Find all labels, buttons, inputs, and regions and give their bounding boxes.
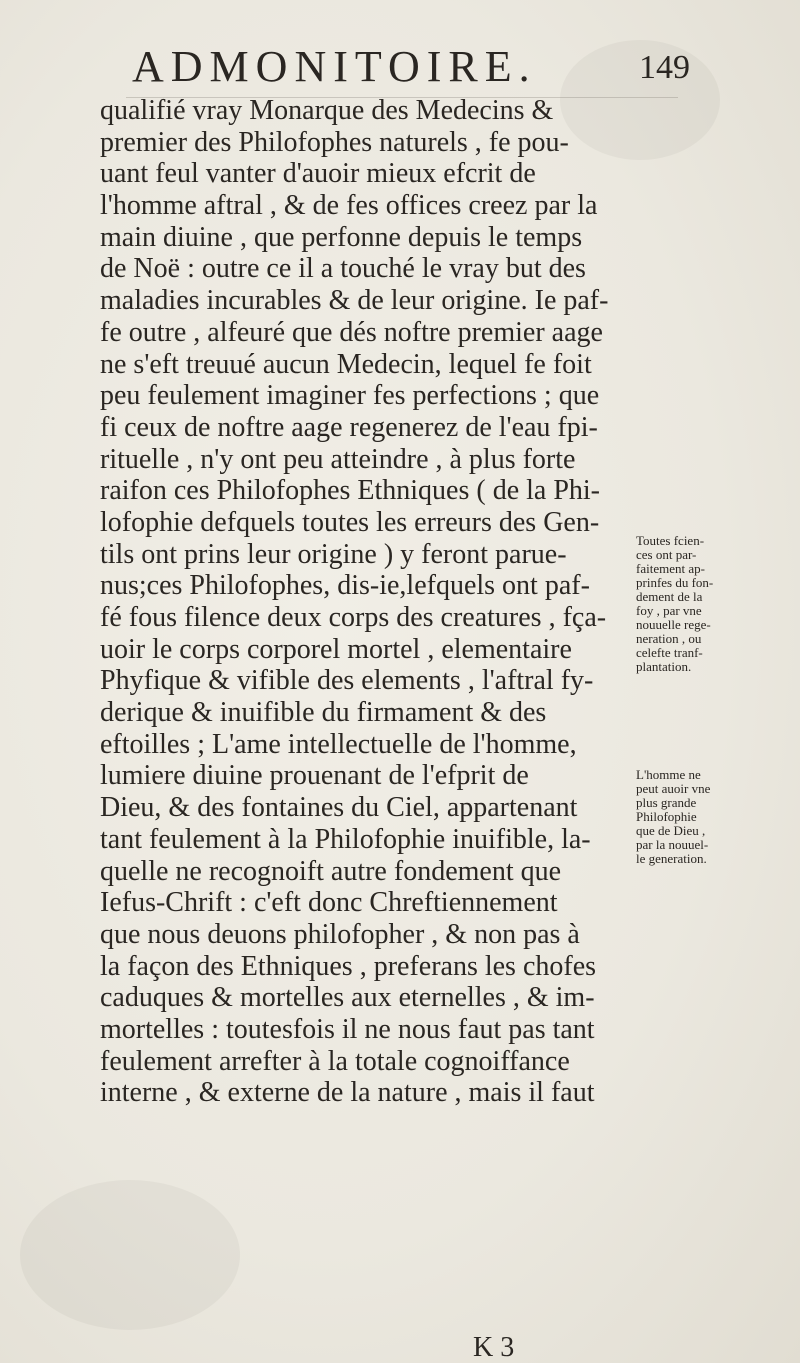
signature-mark: K 3	[473, 1332, 515, 1363]
margin-note-line: que de Dieu ,	[636, 823, 706, 838]
text-line: qualifié vray Monarque des Medecins &	[100, 95, 554, 126]
margin-note-line: L'homme ne	[636, 767, 701, 782]
text-line: eftoilles ; L'ame intellectuelle de l'homme,	[100, 728, 577, 760]
text-line: Dieu, & des fontaines du Ciel, appartenant	[100, 792, 578, 824]
margin-note-line: Toutes fcien-	[636, 533, 705, 548]
margin-note-2	[636, 768, 786, 866]
text-line: uant feul vanter d'auoir mieux efcrit de	[100, 158, 536, 190]
text-line: uoir le corps corporel mortel , elementaire	[100, 633, 572, 665]
text-line: main diuine , que perfonne depuis le temps	[100, 221, 583, 253]
text-line: Iefus-Chrift : c'eft donc Chreftiennement	[100, 887, 558, 919]
margin-note-line: prinfes du fon-	[636, 575, 714, 590]
text-line: peu feulement imaginer fes perfections ; que	[100, 380, 600, 412]
text-line: la façon des Ethniques , preferans les chofes	[100, 950, 597, 982]
text-line: fi ceux de noftre aage regenerez de l'eau fpi-	[100, 411, 598, 443]
text-line: nus;ces Philofophes, dis-ie,lefquels ont paf-	[100, 570, 590, 602]
main-text	[100, 95, 630, 1109]
margin-note-line: le generation.	[636, 851, 707, 866]
text-line: lofophie defquels toutes les erreurs des Gen-	[100, 506, 600, 538]
text-line: quelle ne recognoift autre fondement que	[100, 855, 562, 887]
margin-note-line: ces ont par-	[636, 547, 697, 562]
paper-stain	[20, 1180, 240, 1330]
margin-note-line: peut auoir vne	[636, 781, 711, 796]
margin-note-line: plantation.	[636, 659, 692, 674]
margin-note-line: nouuelle rege-	[636, 617, 711, 632]
text-line: tant feulement à la Philofophie inuifible, la-	[100, 823, 591, 855]
margin-note-line: par la nouuel-	[636, 837, 709, 852]
margin-note-line: celefte tranf-	[636, 645, 703, 660]
text-line: l'homme aftral , & de fes offices creez par la	[100, 190, 598, 222]
text-line: rituelle , n'y ont peu atteindre , à plus forte	[100, 443, 576, 475]
margin-note-line: dement de la	[636, 589, 703, 604]
text-line: mortelles : toutesfois il ne nous faut pas tant	[100, 1013, 595, 1045]
margin-note-line: foy , par vne	[636, 603, 702, 618]
text-line: caduques & mortelles aux eternelles , & im-	[100, 982, 595, 1014]
margin-note-line: neration , ou	[636, 631, 702, 646]
margin-note-line: Philofophie	[636, 809, 697, 824]
text-line: feulement arrefter à la totale cognoiffance	[100, 1045, 570, 1077]
page-number: 149	[639, 49, 690, 86]
margin-note-1	[636, 534, 786, 674]
text-line: lumiere diuine prouenant de l'efprit de	[100, 760, 529, 792]
text-line: ne s'eft treuué aucun Medecin, lequel fe foit	[100, 348, 592, 380]
page-header	[118, 42, 690, 92]
text-line: maladies incurables & de leur origine. Ie paf-	[100, 285, 609, 317]
text-line: fe outre , alfeuré que dés noftre premier aage	[100, 316, 603, 348]
text-line: que nous deuons philofopher , & non pas à	[100, 918, 580, 950]
text-line: tils ont prins leur origine ) y feront parue-	[100, 538, 567, 570]
text-line: interne , & externe de la nature , mais il faut	[100, 1077, 595, 1109]
text-line: fé fous filence deux corps des creatures , fça-	[100, 602, 607, 633]
text-line: derique & inuifible du firmament & des	[100, 697, 547, 729]
text-line: Phyfique & vifible des elements , l'aftral fy-	[100, 665, 594, 697]
margin-note-line: plus grande	[636, 795, 697, 810]
margin-note-line: faitement ap-	[636, 561, 705, 576]
text-line: de Noë : outre ce il a touché le vray but des	[100, 253, 586, 285]
text-line: raifon ces Philofophes Ethniques ( de la Phi-	[100, 475, 601, 507]
text-line: premier des Philofophes naturels , fe pou-	[100, 126, 569, 158]
running-title: ADMONITOIRE.	[132, 42, 537, 91]
